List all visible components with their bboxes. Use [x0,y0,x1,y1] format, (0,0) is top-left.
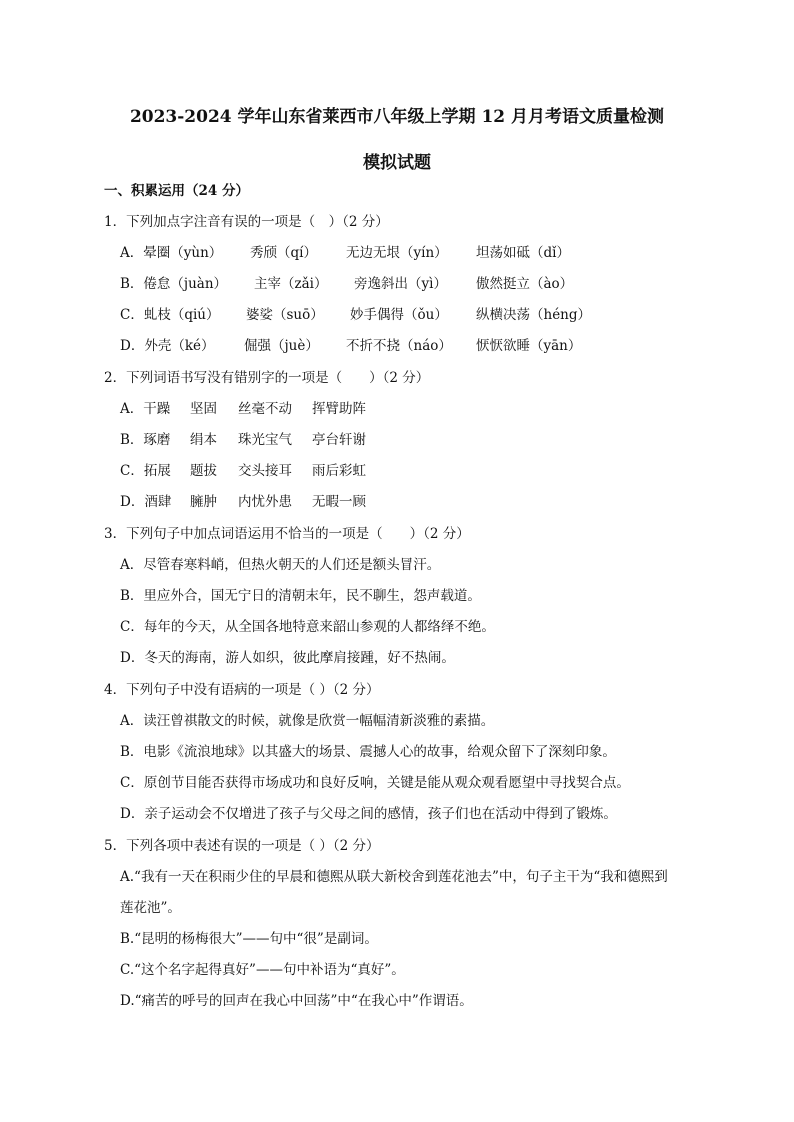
question-5-stem: 5．下列各项中表述有误的一项是（ ）（2 分） [104,838,380,854]
option-cell: 恹恹欲睡（yān） [476,338,582,354]
question-2-stem: 2．下列词语书写没有错别字的一项是（ ）（2 分） [104,370,430,386]
question-3-option-b: B．里应外合，国无宁日的清朝末年，民不聊生，怨声载道。 [120,588,481,604]
question-5-option-a: A.“我有一天在积雨少住的早晨和德熙从联大新校舍到莲花池去”中，句子主干为“我和德熙到 [120,869,668,885]
option-cell: 秀颀（qí） [250,245,317,261]
option-cell: 雨后彩虹 [312,463,366,479]
option-cell: 无暇一顾 [312,494,366,510]
option-cell: 妙手偶得（ǒu） [350,307,448,323]
option-cell: D．外壳（ké） [120,338,215,354]
option-cell: 坦荡如砥（dǐ） [476,245,570,261]
question-5-option-a-continued: 莲花池”。 [120,900,181,916]
option-cell: 婆娑（suō） [246,307,324,323]
question-5-option-d: D.“痛苦的呼号的回声在我心中回荡”中“在我心中”作谓语。 [120,993,473,1009]
option-cell: C．拓展 [120,463,171,479]
option-cell: 臃肿 [190,494,217,510]
question-4-option-a: A．读汪曾祺散文的时候，就像是欣赏一幅幅清新淡雅的素描。 [120,713,495,729]
document-subtitle: 模拟试题 [363,153,431,173]
option-cell: 绢本 [190,432,217,448]
option-cell: 坚固 [190,401,217,417]
option-cell: 题拔 [190,463,217,479]
option-cell: 亭台轩谢 [312,432,366,448]
question-5-option-c: C.“这个名字起得真好”——句中补语为“真好”。 [120,962,405,978]
option-cell: 不折不挠（náo） [346,338,452,354]
question-3-option-c: C．每年的今天，从全国各地特意来韶山参观的人都络绎不绝。 [120,619,495,635]
option-cell: 旁逸斜出（yì） [354,276,447,292]
option-cell: 主宰（zǎi） [254,276,328,292]
option-cell: B．琢磨 [120,432,171,448]
question-3-stem: 3．下列句子中加点词语运用不恰当的一项是（ ）（2 分） [104,526,470,542]
question-3-option-a: A．尽管春寒料峭，但热火朝天的人们还是额头冒汗。 [120,557,441,573]
document-title: 2023-2024 学年山东省莱西市八年级上学期 12 月月考语文质量检测 [129,107,665,127]
question-3-option-d: D．冬天的海南，游人如织，彼此摩肩接踵，好不热闹。 [120,650,455,666]
option-cell: D．酒肆 [120,494,172,510]
option-cell: 傲然挺立（ào） [476,276,574,292]
question-5-option-b: B.“昆明的杨梅很大”——句中“很”是副词。 [120,931,378,947]
question-4-option-b: B．电影《流浪地球》以其盛大的场景、震撼人心的故事，给观众留下了深刻印象。 [120,744,616,760]
option-cell: 珠光宝气 [238,432,292,448]
question-1-stem: 1．下列加点字注音有误的一项是（ ）（2 分） [104,214,389,230]
option-cell: A．晕圈（yùn） [120,245,223,261]
question-4-option-d: D．亲子运动会不仅增进了孩子与父母之间的感情，孩子们也在活动中得到了锻炼。 [120,806,617,822]
question-4-option-c: C．原创节目能否获得市场成功和良好反响，关键是能从观众观看愿望中寻找契合点。 [120,775,630,791]
option-cell: C．虬枝（qiú） [120,307,220,323]
option-cell: A．干躁 [120,401,171,417]
question-4-stem: 4．下列句子中没有语病的一项是（ ）（2 分） [104,682,380,698]
option-cell: 丝毫不动 [238,401,292,417]
option-cell: 纵横决荡（héng） [476,307,592,323]
option-cell: 倔强（juè） [244,338,319,354]
option-cell: 交头接耳 [238,463,292,479]
option-cell: 挥臂助阵 [312,401,366,417]
option-cell: B．倦怠（juàn） [120,276,228,292]
option-cell: 无边无垠（yín） [346,245,448,261]
section-heading: 一、积累运用（24 分） [104,183,249,199]
option-cell: 内忧外患 [238,494,292,510]
